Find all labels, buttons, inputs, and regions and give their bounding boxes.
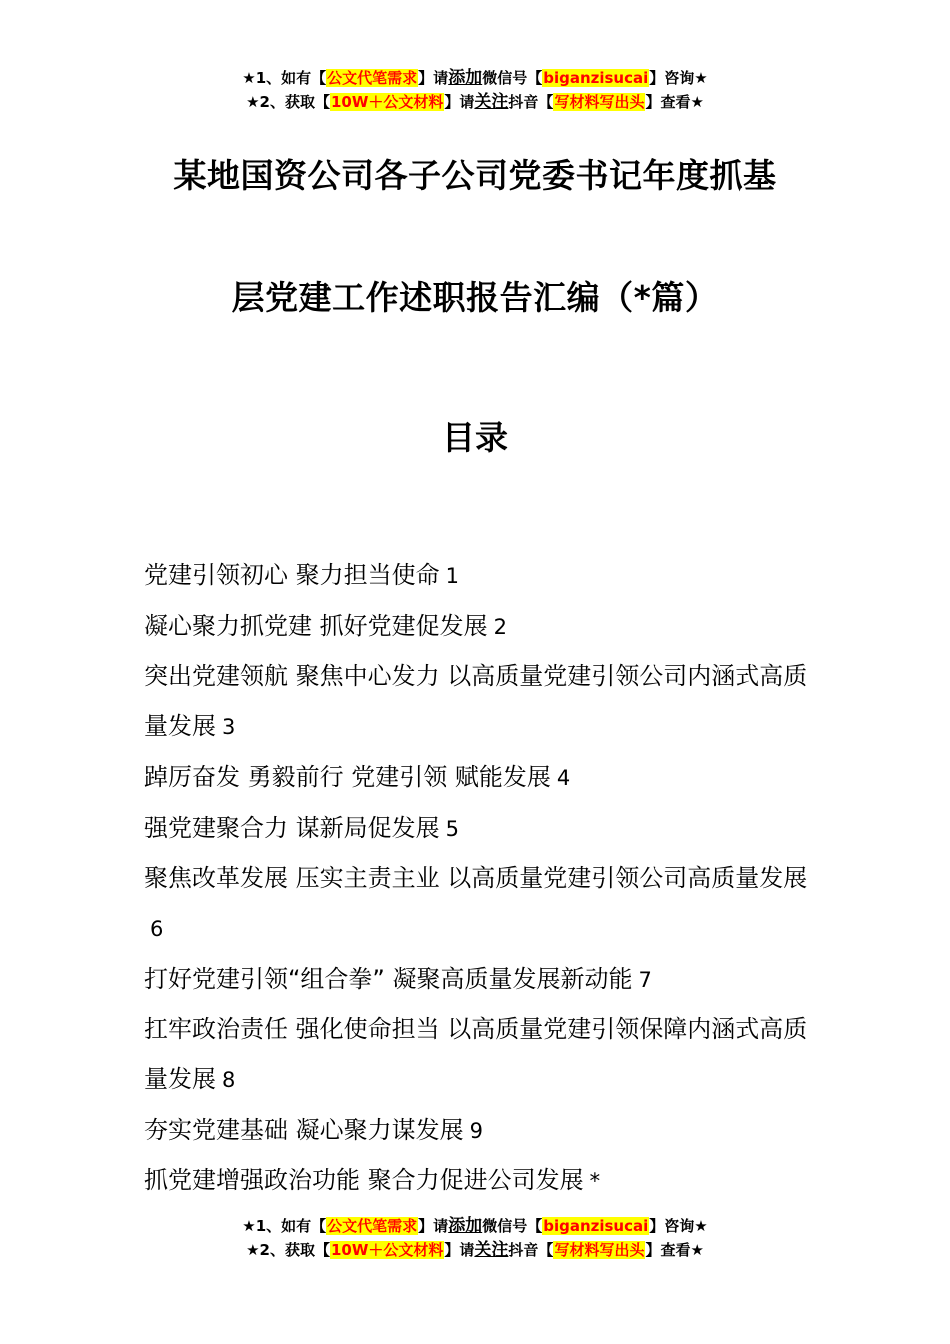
toc-entry-title: 踔厉奋发 勇毅前行 党建引领 赋能发展 (144, 762, 551, 791)
toc-entry-title: 夯实党建基础 凝心聚力谋发展 (144, 1115, 464, 1144)
toc-entry[interactable] (144, 1156, 814, 1207)
highlight-wechat-id: biganzisucai (543, 1217, 649, 1235)
header-banner (0, 66, 950, 114)
toc-entry[interactable] (144, 652, 814, 752)
highlight-materials: 10W＋公文材料 (330, 1241, 444, 1259)
toc-entry-title: 抓党建增强政治功能 聚合力促进公司发展 (144, 1166, 584, 1195)
toc-entry-page: 6 (150, 916, 164, 941)
toc-heading: 目录 (442, 418, 508, 457)
highlight-materials: 10W＋公文材料 (330, 93, 444, 111)
document-title-line-1: 某地国资公司各子公司党委书记年度抓基 (173, 156, 777, 195)
table-of-contents (144, 551, 814, 1207)
toc-entry[interactable] (144, 1005, 814, 1105)
emphasis-add: 添加 (448, 68, 483, 88)
banner-line-2: ★2、获取【10W＋公文材料】请关注抖音【写材料写出头】查看★ (246, 92, 704, 112)
banner-line-2: ★2、获取【10W＋公文材料】请关注抖音【写材料写出头】查看★ (246, 1240, 704, 1260)
toc-entry-page: 1 (445, 564, 460, 588)
highlight-douyin-id: 写材料写出头 (554, 93, 645, 111)
toc-entry-title: 强党建聚合力 谋新局促发展 (144, 813, 440, 842)
highlight-service: 公文代笔需求 (327, 69, 418, 87)
highlight-wechat-id: biganzisucai (543, 69, 649, 87)
toc-entry[interactable] (144, 854, 814, 954)
highlight-douyin-id: 写材料写出头 (554, 1241, 645, 1259)
toc-entry[interactable] (144, 955, 814, 1006)
toc-entry-page: 8 (222, 1068, 236, 1093)
toc-entry[interactable] (144, 551, 814, 602)
toc-entry-page: 7 (638, 967, 652, 992)
toc-entry-title: 党建引领初心 聚力担当使命 (144, 561, 440, 589)
toc-entry-page: 3 (222, 715, 236, 740)
toc-entry-page: * (589, 1169, 601, 1194)
emphasis-follow: 关注 (474, 1240, 509, 1260)
toc-entry-page: 2 (493, 614, 508, 639)
emphasis-follow: 关注 (474, 92, 509, 112)
emphasis-add: 添加 (448, 1216, 483, 1236)
banner-line-1: ★1、如有【公文代笔需求】请添加微信号【biganzisucai】咨询★ (242, 1216, 708, 1236)
toc-entry-title: 打好党建引领“组合拳” 凝聚高质量发展新动能 (144, 964, 633, 993)
toc-entry-title: 凝心聚力抓党建 抓好党建促发展 (144, 611, 488, 640)
toc-entry-page: 5 (445, 816, 460, 841)
footer-banner (0, 1214, 950, 1262)
toc-entry-page: 9 (469, 1118, 484, 1143)
toc-entry[interactable] (144, 804, 814, 855)
document-title-line-2: 层党建工作述职报告汇编（*篇） (231, 278, 719, 317)
toc-entry-title: 扛牢政治责任 强化使命担当 以高质量党建引领保障内涵式高质量发展 (144, 1015, 808, 1094)
toc-entry-page: 4 (556, 765, 571, 790)
highlight-service: 公文代笔需求 (327, 1217, 418, 1235)
toc-entry[interactable] (144, 753, 814, 804)
banner-line-1: ★1、如有【公文代笔需求】请添加微信号【biganzisucai】咨询★ (242, 68, 708, 88)
toc-entry-title: 聚焦改革发展 压实主责主业 以高质量党建引领公司高质量发展 (144, 864, 808, 893)
toc-entry[interactable] (144, 602, 814, 653)
toc-entry-title: 突出党建领航 聚焦中心发力 以高质量党建引领公司内涵式高质量发展 (144, 662, 808, 741)
toc-entry[interactable] (144, 1106, 814, 1157)
